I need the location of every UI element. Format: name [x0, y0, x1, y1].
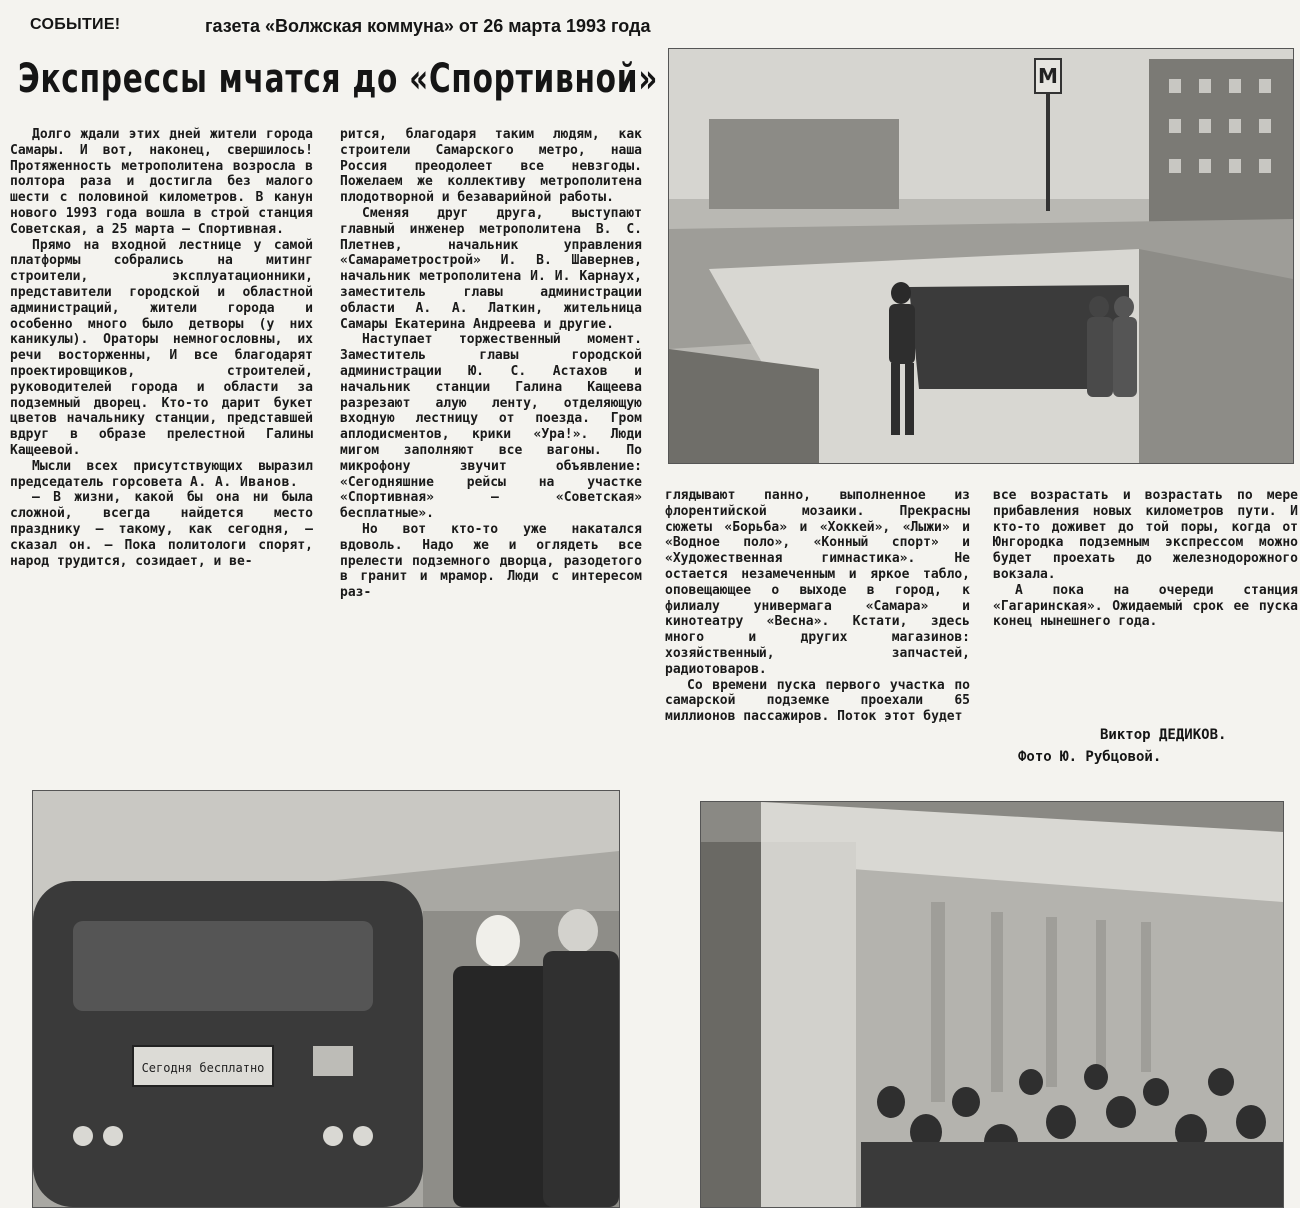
- paragraph: глядывают панно, выполненное из флорентийской мозаики. Прекрасны сюжеты «Борьба» и «Хоккей», «Лыжи» и «Водное поло», «Конный спорт» и «Художественная гимнастика». Не остается незамеченным и яркое табло, оповещающее о выходе в город, к филиалу универмага «Самара» и кинотеатру «Весна». Кстати, здесь много и других магазинов: хозяйственный, запчастей, радиотоваров.: [665, 488, 970, 677]
- article-column-4: [993, 488, 1298, 630]
- source-caption: газета «Волжская коммуна» от 26 марта 1993 года: [205, 16, 651, 36]
- paragraph: рится, благодаря таким людям, как строители Самарского метро, наша Россия преодолеет все невзгоды. Пожелаем же коллективу метрополитена плодотворной и безаварийной работы.: [340, 127, 642, 206]
- photo-credit: Фото Ю. Рубцовой.: [1018, 749, 1162, 765]
- article-column-3: [665, 488, 970, 725]
- paragraph-text: Мысли всех присутствующих выразил председатель горсовета: [10, 458, 313, 490]
- article-headline: Экспрессы мчатся до «Спортивной»: [18, 56, 659, 102]
- paragraph: [10, 459, 313, 491]
- paragraph: Сменяя друг друга, выступают главный инженер метрополитена В. С. Плетнев, начальник управления «Самараметрострой» И. В. Шавернев, начальник метрополитена И. И. Карнаух, заместитель главы администрации области А. А. Латкин, жительница Самары Екатерина Андреева и другие.: [340, 205, 642, 332]
- paragraph: все возрастать и возрастать по мере прибавления новых километров пути. И кто-то доживет до той поры, когда от Юнгородка подземным экспрессом можно будет проехать до железнодорожного вокзала.: [993, 488, 1298, 582]
- metro-sign-letter: М: [1038, 64, 1058, 88]
- author-signature: Виктор ДЕДИКОВ.: [1100, 727, 1227, 743]
- article-column-1: [10, 127, 313, 569]
- section-tag: СОБЫТИЕ!: [30, 16, 121, 33]
- photo-train-platform: [32, 790, 620, 1208]
- article-column-2: [340, 127, 642, 601]
- paragraph: Долго ждали этих дней жители города Самары. И вот, наконец, свершилось! Протяженность метрополитена возросла в полтора раза и достигла без малого шести с половиной километров. В канун нового 1993 года вошла в строй станция Советская, а 25 марта — Спортивная.: [10, 127, 313, 237]
- paragraph: Но вот кто-то уже накатался вдоволь. Надо же и оглядеть все прелести подземного дворца, разодетого в гранит и мрамор. Люди с интересом раз-: [340, 521, 642, 601]
- paragraph: Наступает торжественный момент. Заместитель главы городской администрации Ю. С. Астахов и начальник станции Галина Кащеева разрезают алую ленту, отделяющую входную лестницу от поезда. Гром аплодисментов, крики «Ура!». Люди мигом заполняют все вагоны. По микрофону звучит объявление: «Сегодняшние рейсы на участке «Спортивная» — «Советская» бесплатные».: [340, 332, 642, 522]
- photo-metro-entrance: [668, 48, 1294, 464]
- photo-crowd-platform: [700, 801, 1284, 1208]
- paragraph: Со времени пуска первого участка по самарской подземке проехали 65 миллионов пассажиров. Поток этот будет: [665, 677, 970, 725]
- train-banner-text: Сегодня бесплатно: [141, 1061, 265, 1075]
- chairman-name: А. А. Иванов.: [190, 474, 299, 490]
- paragraph: — В жизни, какой бы она ни была сложной, всегда найдется место празднику — такому, как сегодня, — сказал он. — Пока политологи спорят, народ трудится, созидает, и ве-: [10, 490, 313, 569]
- paragraph: А пока на очереди станция «Гагаринская». Ожидаемый срок ее пуска конец нынешнего года.: [993, 582, 1298, 630]
- paragraph: Прямо на входной лестнице у самой платформы собрались на митинг строители, эксплуатационники, представители городской и областной администраций, жители города и особенно много было детворы (у них каникулы). Ораторы немногословны, их речи восторженны, И все благодарят проектировщиков, строителей, руководителей города и области за подземный дворец. Кто-то дарит букет цветов начальнику станции, представшей вдруг в образе прелестной Галины Кащеевой.: [10, 237, 313, 458]
